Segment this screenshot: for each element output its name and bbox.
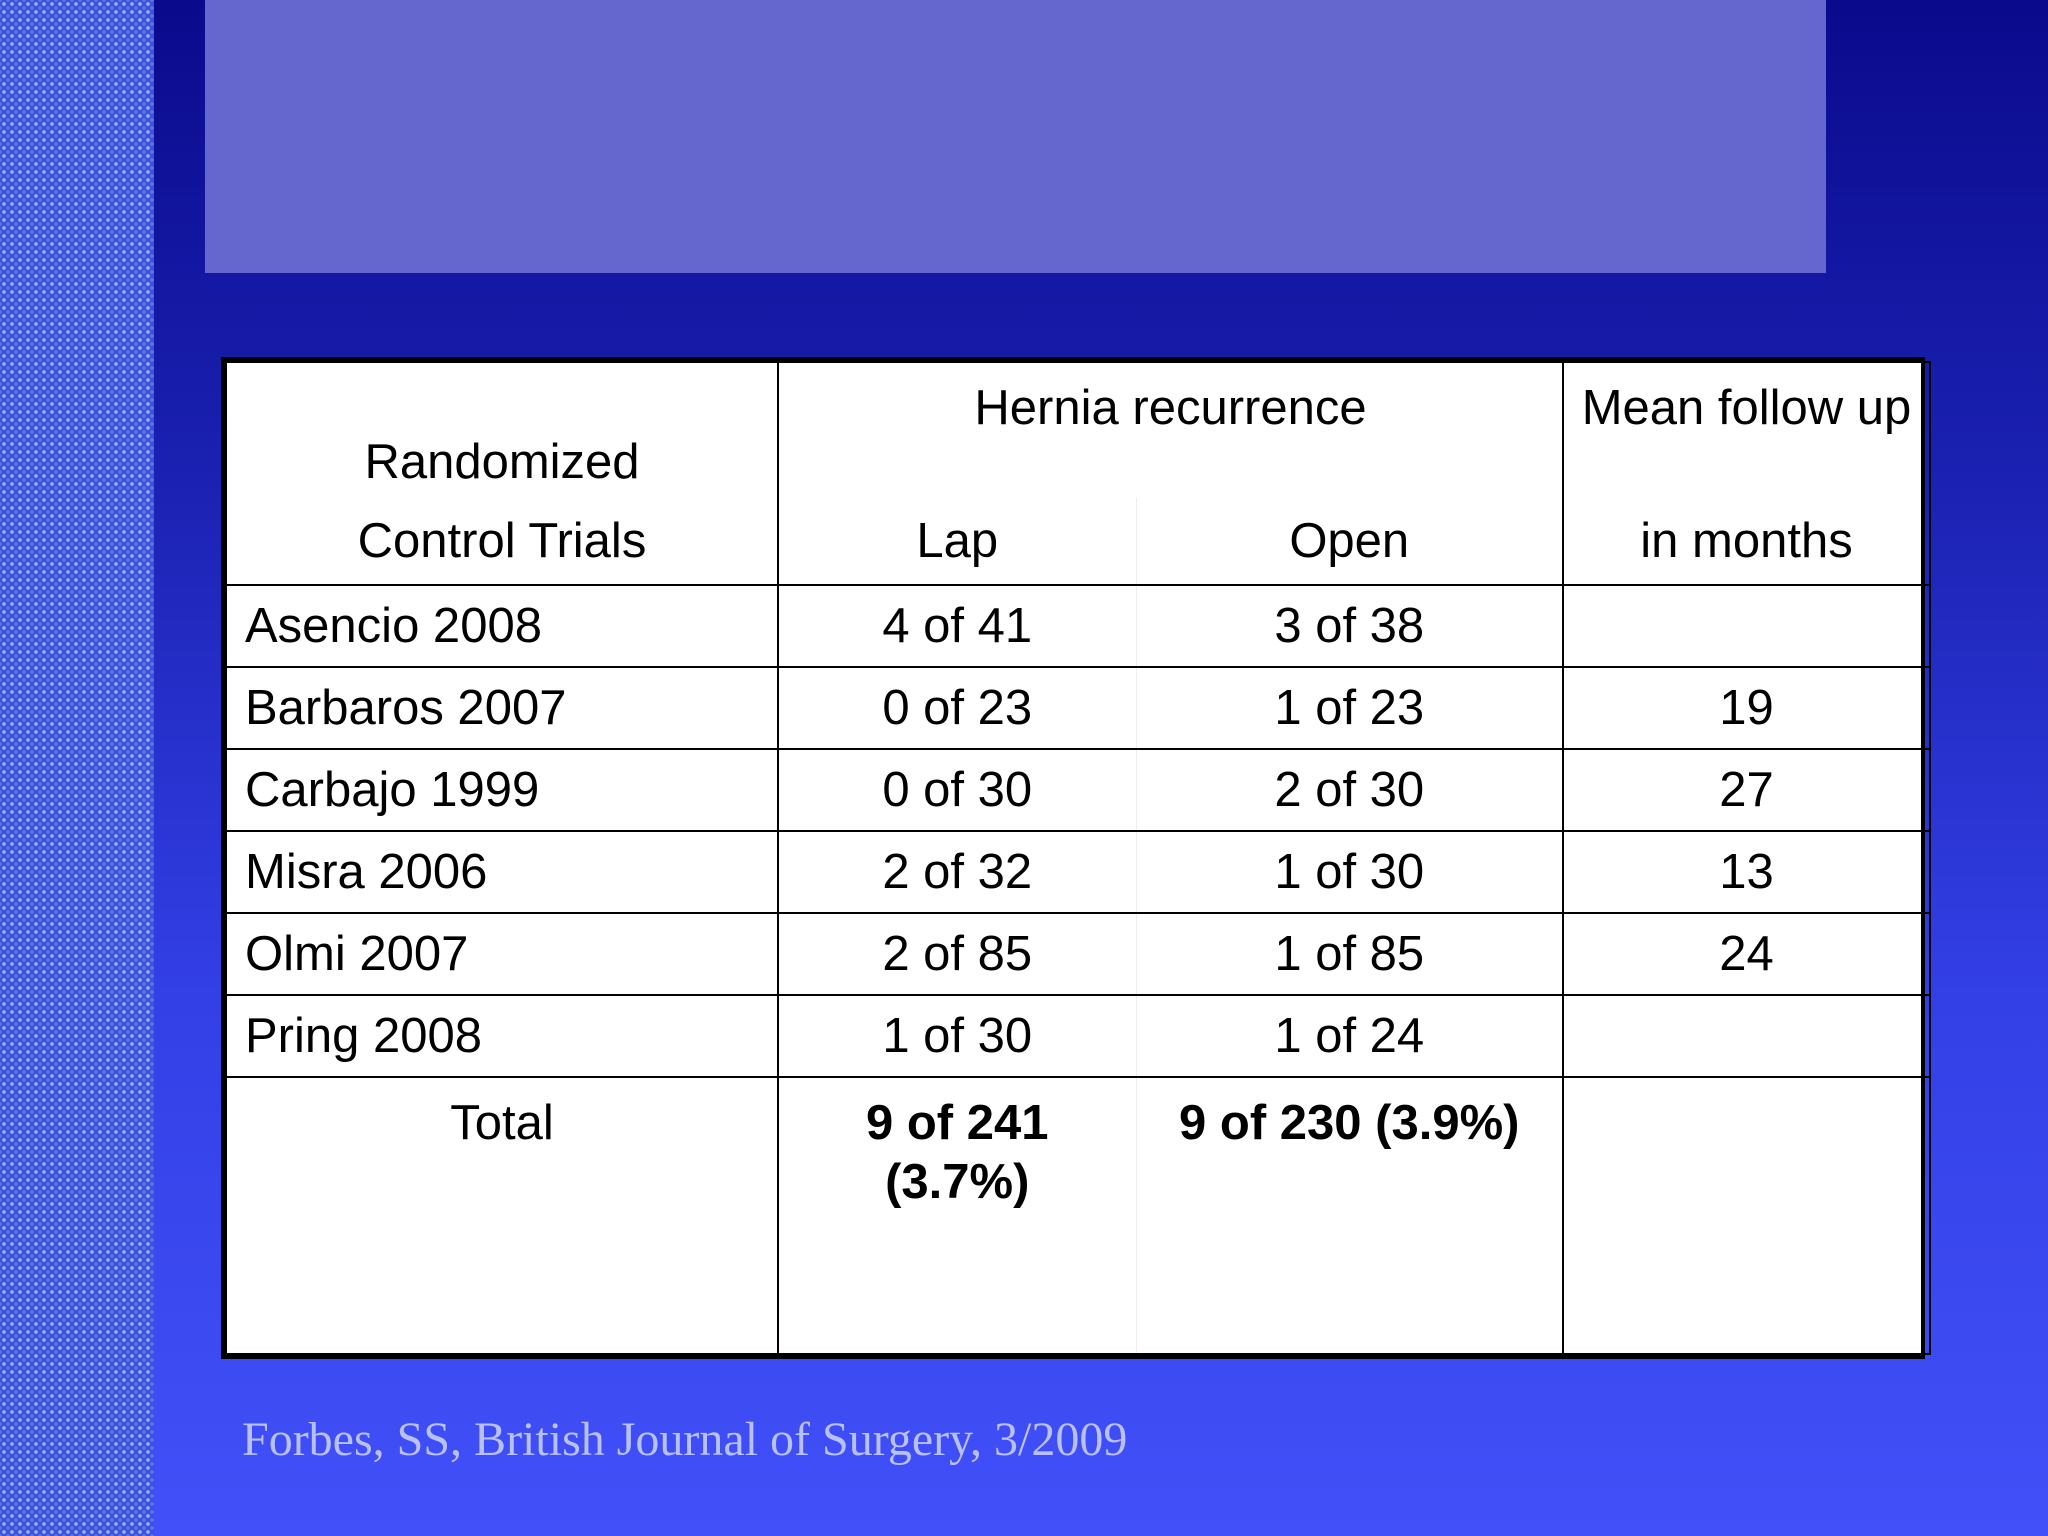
table-row bbox=[226, 585, 1930, 667]
recurrence-table-grid bbox=[225, 361, 1931, 1355]
open-value: 2 of 30 bbox=[1136, 749, 1563, 831]
header-mean-follow-up: Mean follow up bbox=[1563, 362, 1930, 498]
lap-value: 0 of 23 bbox=[778, 667, 1136, 749]
header-in-months: in months bbox=[1563, 498, 1930, 585]
total-lap-value: 9 of 241 (3.7%) bbox=[778, 1077, 1136, 1354]
follow-value: 19 bbox=[1563, 667, 1930, 749]
header-row-top bbox=[226, 362, 1930, 498]
table-row bbox=[226, 831, 1930, 913]
follow-value: 27 bbox=[1563, 749, 1930, 831]
follow-value bbox=[1563, 585, 1930, 667]
decorative-side-band bbox=[0, 0, 154, 1536]
study-name: Asencio 2008 bbox=[226, 585, 778, 667]
follow-value bbox=[1563, 995, 1930, 1077]
header-trials-line2: Control Trials bbox=[226, 498, 778, 585]
open-value: 1 of 24 bbox=[1136, 995, 1563, 1077]
total-label: Total bbox=[226, 1077, 778, 1354]
citation-text: Forbes, SS, British Journal of Surgery, 3/2009 bbox=[242, 1413, 1128, 1466]
open-value: 1 of 30 bbox=[1136, 831, 1563, 913]
study-name: Misra 2006 bbox=[226, 831, 778, 913]
open-value: 1 of 23 bbox=[1136, 667, 1563, 749]
title-placeholder-box bbox=[205, 0, 1826, 273]
header-trials-line1: Randomized bbox=[226, 362, 778, 498]
study-name: Carbajo 1999 bbox=[226, 749, 778, 831]
table-row bbox=[226, 749, 1930, 831]
header-lap: Lap bbox=[778, 498, 1136, 585]
lap-value: 4 of 41 bbox=[778, 585, 1136, 667]
lap-value: 0 of 30 bbox=[778, 749, 1136, 831]
open-value: 3 of 38 bbox=[1136, 585, 1563, 667]
table-row bbox=[226, 995, 1930, 1077]
total-row bbox=[226, 1077, 1930, 1354]
header-row-sub bbox=[226, 498, 1930, 585]
header-hernia-recurrence: Hernia recurrence bbox=[778, 362, 1563, 498]
total-follow-value bbox=[1563, 1077, 1930, 1354]
header-open: Open bbox=[1136, 498, 1563, 585]
follow-value: 24 bbox=[1563, 913, 1930, 995]
study-name: Barbaros 2007 bbox=[226, 667, 778, 749]
table-row bbox=[226, 913, 1930, 995]
study-name: Pring 2008 bbox=[226, 995, 778, 1077]
lap-value: 2 of 32 bbox=[778, 831, 1136, 913]
follow-value: 13 bbox=[1563, 831, 1930, 913]
open-value: 1 of 85 bbox=[1136, 913, 1563, 995]
recurrence-table bbox=[221, 357, 1925, 1359]
table-row bbox=[226, 667, 1930, 749]
study-name: Olmi 2007 bbox=[226, 913, 778, 995]
lap-value: 1 of 30 bbox=[778, 995, 1136, 1077]
total-open-value: 9 of 230 (3.9%) bbox=[1136, 1077, 1563, 1354]
lap-value: 2 of 85 bbox=[778, 913, 1136, 995]
